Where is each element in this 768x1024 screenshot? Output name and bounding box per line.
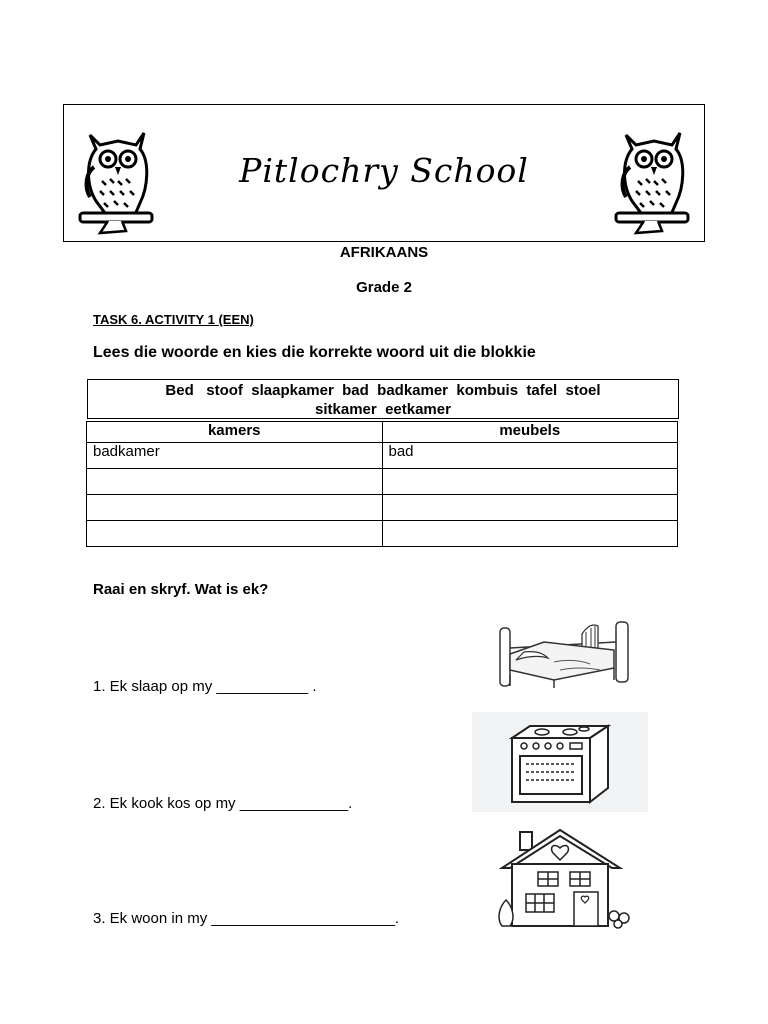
question-3: 3. Ek woon in my ______________________. [93, 910, 400, 927]
riddle-section-title: Raai en skryf. Wat is ek? [93, 581, 269, 598]
table-row [87, 521, 678, 547]
column-header-meubels: meubels [382, 422, 678, 443]
column-header-kamers: kamers [87, 422, 383, 443]
word-bank-line-2: sitkamer eetkamer [315, 401, 451, 418]
word-bank-box [87, 379, 679, 419]
word-bank-line-1: Bed stoof slaapkamer bad badkamer kombuis tafel stoel [165, 382, 601, 399]
table-header-row [87, 422, 678, 443]
school-name: Pitlochry School [239, 151, 529, 190]
table-cell[interactable]: badkamer [87, 443, 383, 469]
house-icon [496, 826, 636, 930]
grade-title: Grade 2 [356, 279, 412, 296]
table-cell[interactable] [382, 469, 678, 495]
stove-icon [472, 712, 648, 812]
table-cell[interactable] [382, 495, 678, 521]
task-title: TASK 6. ACTIVITY 1 (EEN) [93, 312, 254, 327]
table-cell[interactable]: bad [382, 443, 678, 469]
question-1: 1. Ek slaap op my ___________ . [93, 678, 317, 695]
bed-icon [494, 614, 638, 690]
header-banner [63, 104, 705, 242]
owl-logo-right-icon [614, 127, 694, 237]
table-cell[interactable] [382, 521, 678, 547]
table-cell[interactable] [87, 495, 383, 521]
subject-title: AFRIKAANS [339, 244, 429, 261]
instruction-text: Lees die woorde en kies die korrekte woord uit die blokkie [93, 344, 536, 361]
table-row [87, 469, 678, 495]
table-cell[interactable] [87, 469, 383, 495]
table-cell[interactable] [87, 521, 383, 547]
question-2: 2. Ek kook kos op my _____________. [93, 795, 353, 812]
table-row [87, 495, 678, 521]
table-row [87, 443, 678, 469]
sorting-table [86, 421, 678, 547]
